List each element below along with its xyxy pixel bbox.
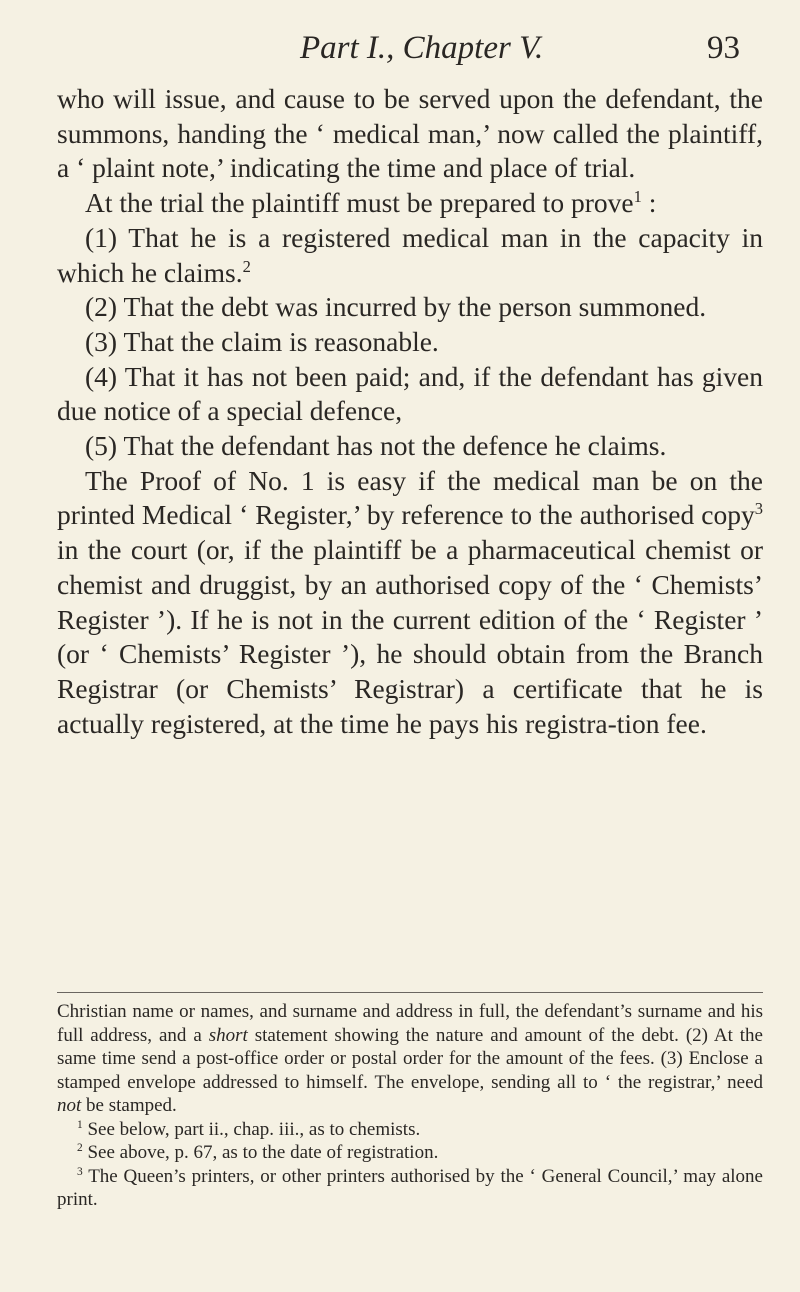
list-item-4: (4) That it has not been paid; and, if the defendant has given due notice of a special defence, (57, 360, 763, 427)
footnote-text: be stamped. (81, 1095, 177, 1116)
footnotes (57, 1000, 763, 1212)
paragraph-proof (57, 464, 763, 742)
footnote-text: Christian name or names, and surname and address in full, the defendant’s surname and his full address, and a (57, 1001, 763, 1046)
list-item-3: (3) That the claim is reasonable. (85, 325, 439, 357)
paragraph-text: The Proof of No. 1 is easy if the medical man be on the printed Medical ‘ Register,’ by reference to the authorised copy (57, 464, 763, 531)
main-text (57, 82, 763, 741)
list-item-5: (5) That the defendant has not the defence he claims. (85, 430, 667, 462)
footnote-text: statement showing the nature and amount of the debt. (2) At the same time send a post-office order or postal order for the amount of the fees. (3) Enclose a stamped envelope addressed to himself. The envelope, sending all to ‘ the registrar,’ need (57, 1024, 763, 1093)
running-title: Part I., Chapter V. (300, 30, 544, 66)
paragraph-text: At the trial the plaintiff must be prepared to prove (85, 187, 634, 219)
footnote-emphasis: short (208, 1024, 248, 1046)
footnote-text: See below, part ii., chap. iii., as to chemists. (82, 1118, 421, 1140)
footnote-mark: 1 (77, 1118, 83, 1131)
paragraph-continuation: who will issue, and cause to be served upon the defendant, the summons, handing the ‘ medical man,’ now called the plaintiff, a ‘ plaint note,’ indicating the time and place of trial. (57, 83, 763, 184)
paragraph-trial-intro (57, 186, 763, 221)
footnote-ref-3: 3 (754, 499, 763, 519)
footnote-mark: 2 (77, 1142, 83, 1155)
list-item-2: (2) That the debt was incurred by the person summoned. (85, 291, 707, 323)
footnote-text: The Queen’s printers, or other printers authorised by the ‘ General Council,’ may alone print. (57, 1165, 763, 1210)
footnote-2 (57, 1141, 763, 1165)
paragraph-text: in the court (or, if the plaintiff be a pharmaceutical chemist or chemist and druggist, by an authorised copy of the ‘ Chemists’ Register ’). If he is not in the current edition of the ‘ Register ’ (or ‘ Chemists’ Register ’), he should obtain from the Branch Registrar (or Chemists’ Registrar) a certificate that he is actually registered, at the time he pays his registra-tion fee. (57, 534, 763, 739)
list-item-text: (1) That he is a registered medical man in the capacity in which he claims. (57, 221, 763, 288)
footnote-divider (57, 992, 763, 993)
footnote-text: See above, p. 67, as to the date of registration. (82, 1142, 439, 1163)
list-item-1 (57, 221, 763, 290)
footnote-1 (57, 1118, 763, 1142)
footnote-ref-2: 2 (242, 256, 251, 276)
footnote-emphasis: not (57, 1095, 82, 1116)
paragraph-text: : (641, 187, 657, 219)
footnote-mark: 3 (77, 1165, 83, 1178)
footnote-3 (57, 1165, 763, 1212)
footnote-ref-1: 1 (633, 187, 642, 207)
footnote-continuation (57, 1000, 763, 1118)
page-number: 93 (707, 30, 740, 66)
